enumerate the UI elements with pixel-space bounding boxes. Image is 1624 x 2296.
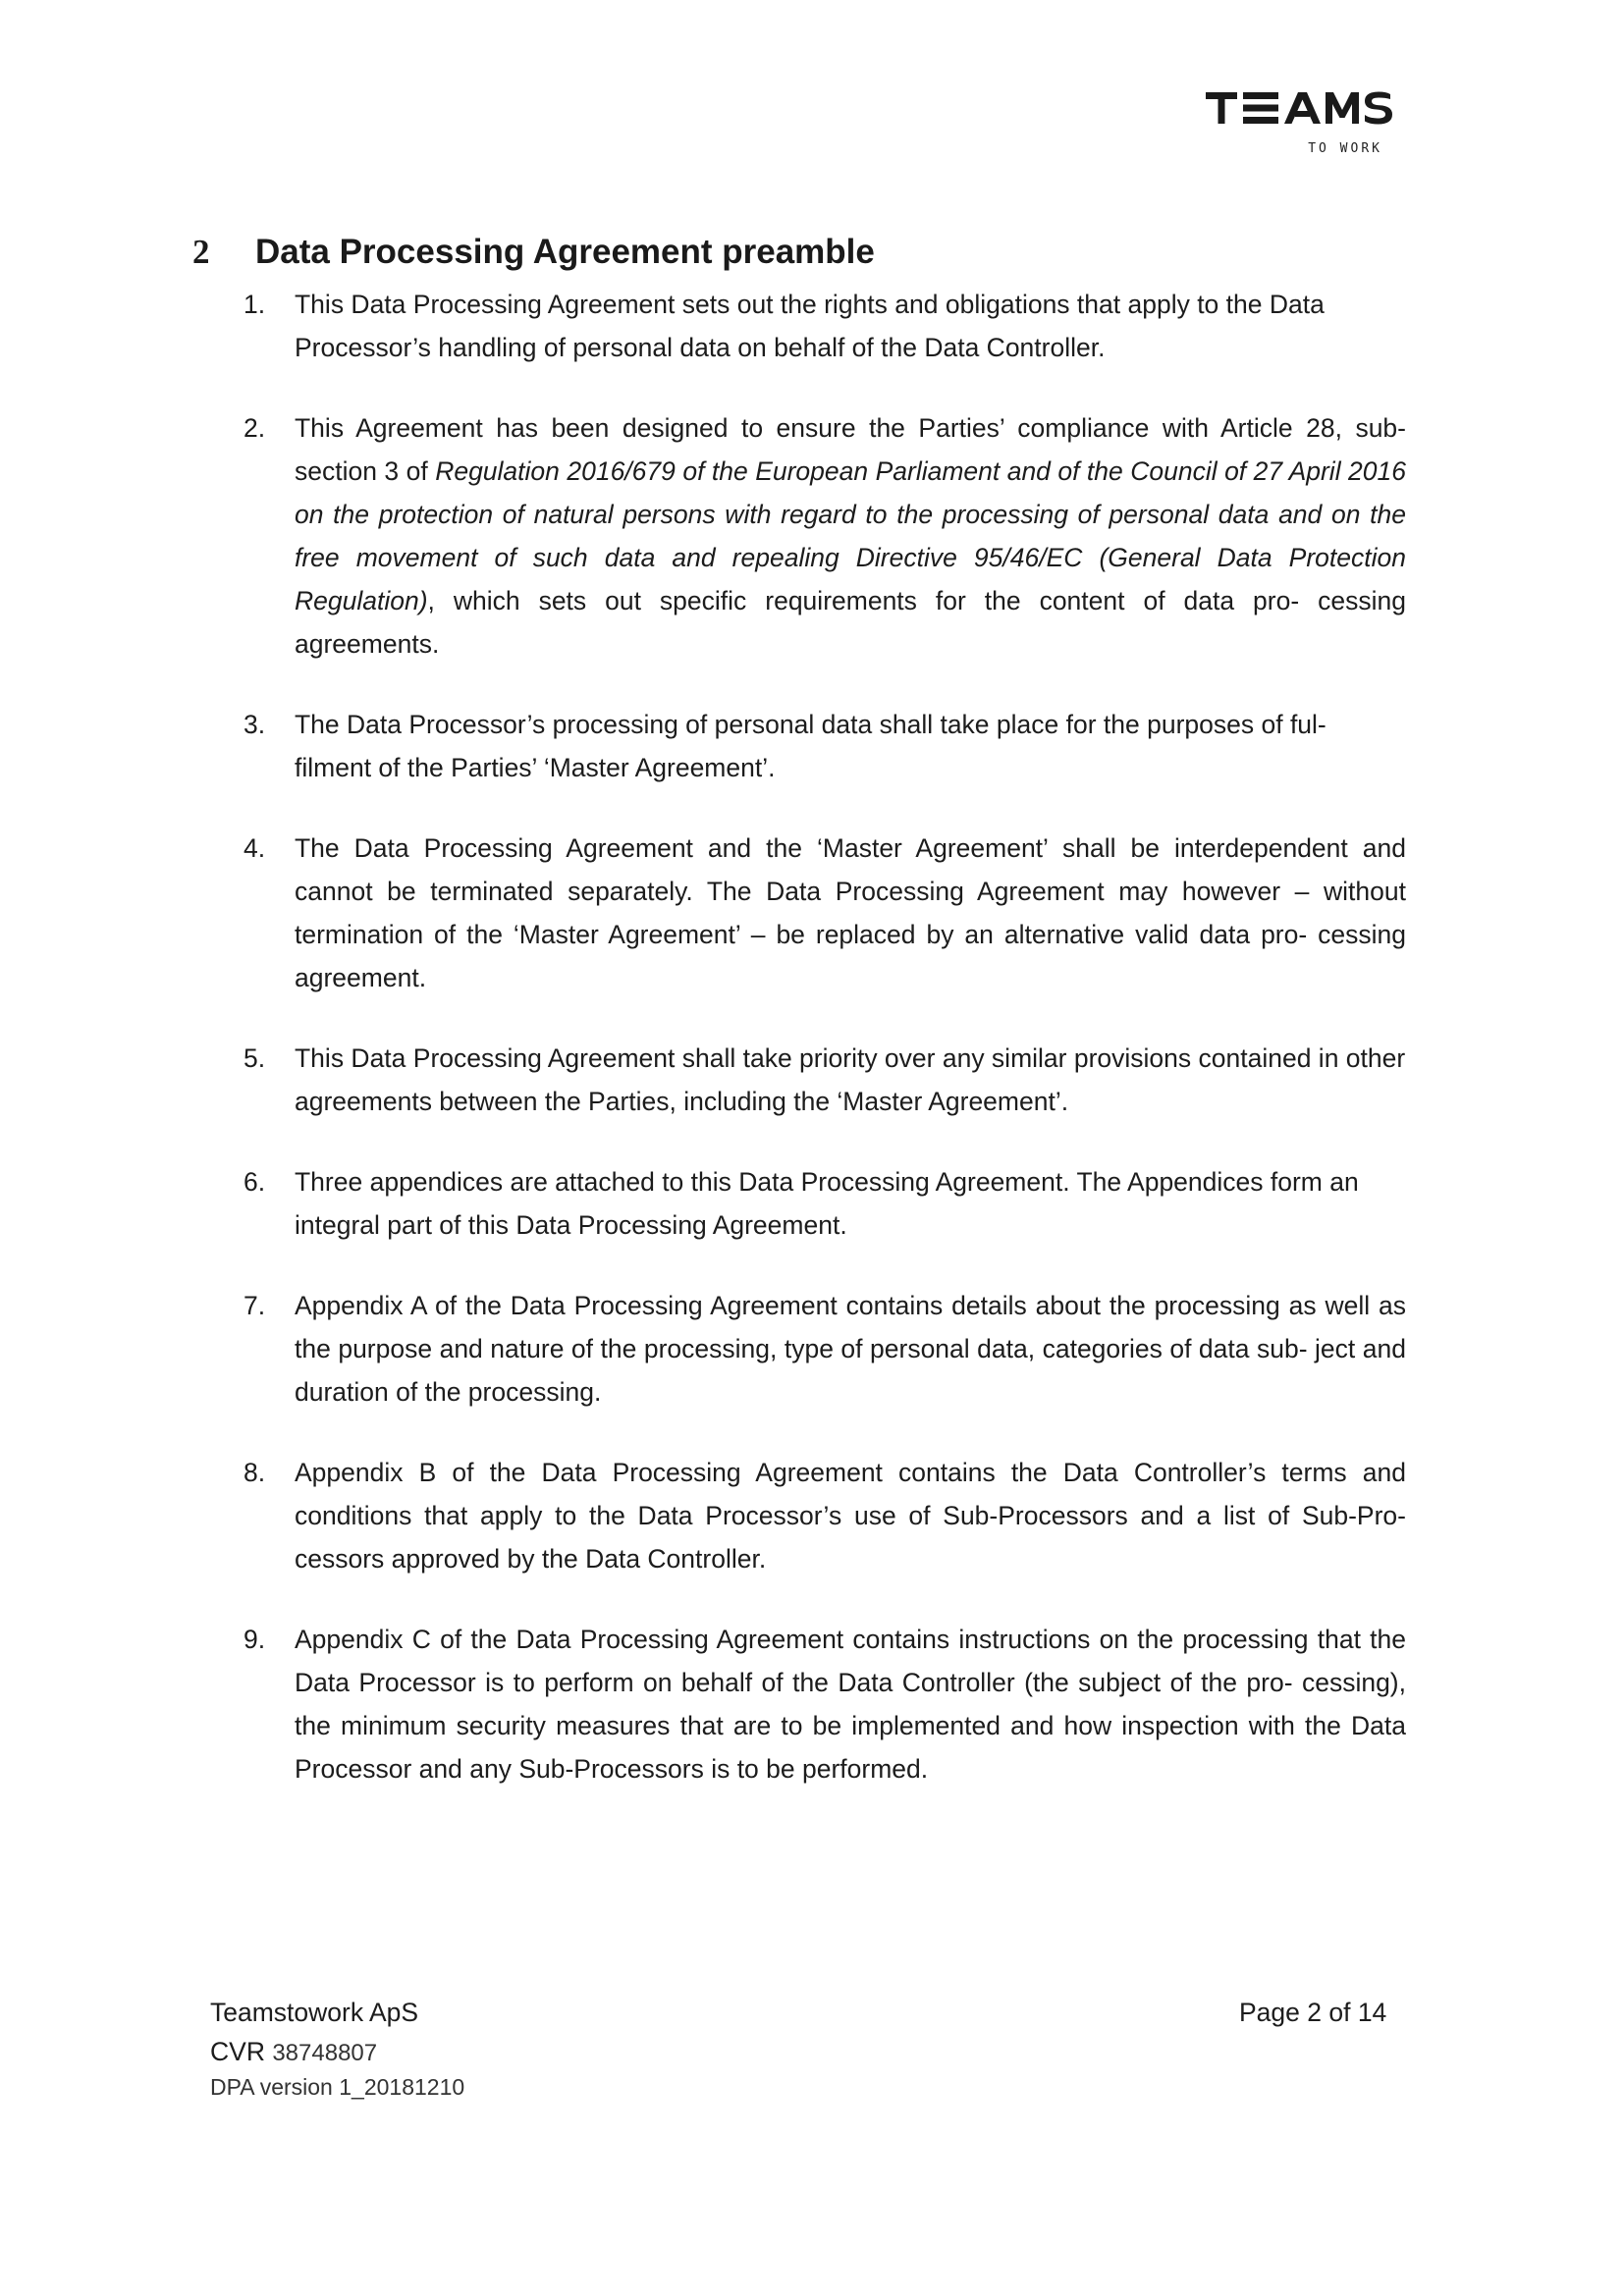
clause-number: 1.: [244, 290, 266, 319]
section-number: 2: [192, 233, 210, 271]
clause-text-tail: , which sets out specific requirements for the content of data pro- cessing agreements.: [295, 586, 1406, 659]
clause-item: [244, 283, 1406, 369]
clause-number: 4.: [244, 833, 266, 863]
clause-number: 5.: [244, 1043, 266, 1073]
clause-number: 2.: [244, 413, 266, 443]
teams-logo-wordmark: [1206, 90, 1407, 128]
clause-item: [244, 1037, 1406, 1123]
clause-number: 6.: [244, 1167, 266, 1197]
clause-item: [244, 1160, 1406, 1247]
clause-text-lead: This Agreement has been designed to ensure the Parties’ compliance with Article 28, sub- section 3 of: [295, 413, 1406, 486]
clause-item: [244, 1618, 1406, 1790]
preamble-clause-list: [244, 283, 1406, 1828]
section-title: Data Processing Agreement preamble: [255, 233, 875, 271]
clause-item: [244, 827, 1406, 999]
clause-text: Three appendices are attached to this Data Processing Agreement. The Appendices form an integral part of this Data Processing Agreement.: [295, 1167, 1359, 1240]
clause-item: [244, 1451, 1406, 1580]
footer-cvr: [210, 2032, 377, 2073]
clause-text: This Data Processing Agreement sets out the rights and obligations that apply to the Data Processor’s handling of personal data on behalf of the Data Controller.: [295, 290, 1325, 362]
clause-item: [244, 703, 1406, 789]
footer-page-number: Page 2 of 14: [1239, 1998, 1387, 2027]
regulation-citation: Regulation 2016/679 of the European Parliament and of the Council of 27 April 2016 on the protection of natural persons with regard to the processing of personal data and on the free movement of such data and repealing Directive 95/46/EC (General Data Protection Regulation): [295, 456, 1406, 615]
footer-document-version: DPA version 1_20181210: [210, 2074, 465, 2100]
teams-to-work-logo: [1206, 90, 1407, 156]
clause-number: 7.: [244, 1291, 266, 1320]
section-heading: [192, 230, 875, 275]
clause-text: [295, 406, 1406, 666]
logo-tagline: TO WORK: [1308, 141, 1382, 156]
clause-item: [244, 406, 1406, 666]
clause-text: This Data Processing Agreement shall take priority over any similar provisions contained in other agreements between the Parties, including the ‘Master Agreement’.: [295, 1043, 1406, 1116]
clause-text: Appendix C of the Data Processing Agreement contains instructions on the processing that the Data Processor is to perform on behalf of the Data Controller (the subject of the pro- cessing), the minimum security measures that are to be implemented and how inspection with the Data Processor and any Sub-Processors is to be performed.: [295, 1625, 1406, 1784]
footer-cvr-number: 38748807: [272, 2040, 378, 2066]
clause-number: 8.: [244, 1458, 266, 1487]
footer-company-name: Teamstowork ApS: [210, 1998, 419, 2027]
clause-text: Appendix B of the Data Processing Agreement contains the Data Controller’s terms and conditions that apply to the Data Processor’s use of Sub-Processors and a list of Sub-Pro- cessors approved by the Data Controller.: [295, 1458, 1406, 1574]
clause-number: 9.: [244, 1625, 266, 1654]
clause-item: [244, 1284, 1406, 1414]
footer-cvr-label: CVR: [210, 2037, 265, 2066]
clause-number: 3.: [244, 710, 266, 739]
clause-text: The Data Processor’s processing of personal data shall take place for the purposes of ful- filment of the Parties’ ‘Master Agreement’.: [295, 710, 1326, 782]
clause-text: The Data Processing Agreement and the ‘Master Agreement’ shall be interdependent and cannot be terminated separately. The Data Processing Agreement may however – without termination of the ‘Master Agreement’ – be replaced by an alternative valid data pro- cessing agreement.: [295, 833, 1406, 992]
clause-text: Appendix A of the Data Processing Agreement contains details about the processing as well as the purpose and nature of the processing, type of personal data, categories of data sub- ject and duration of the processing.: [295, 1291, 1406, 1407]
